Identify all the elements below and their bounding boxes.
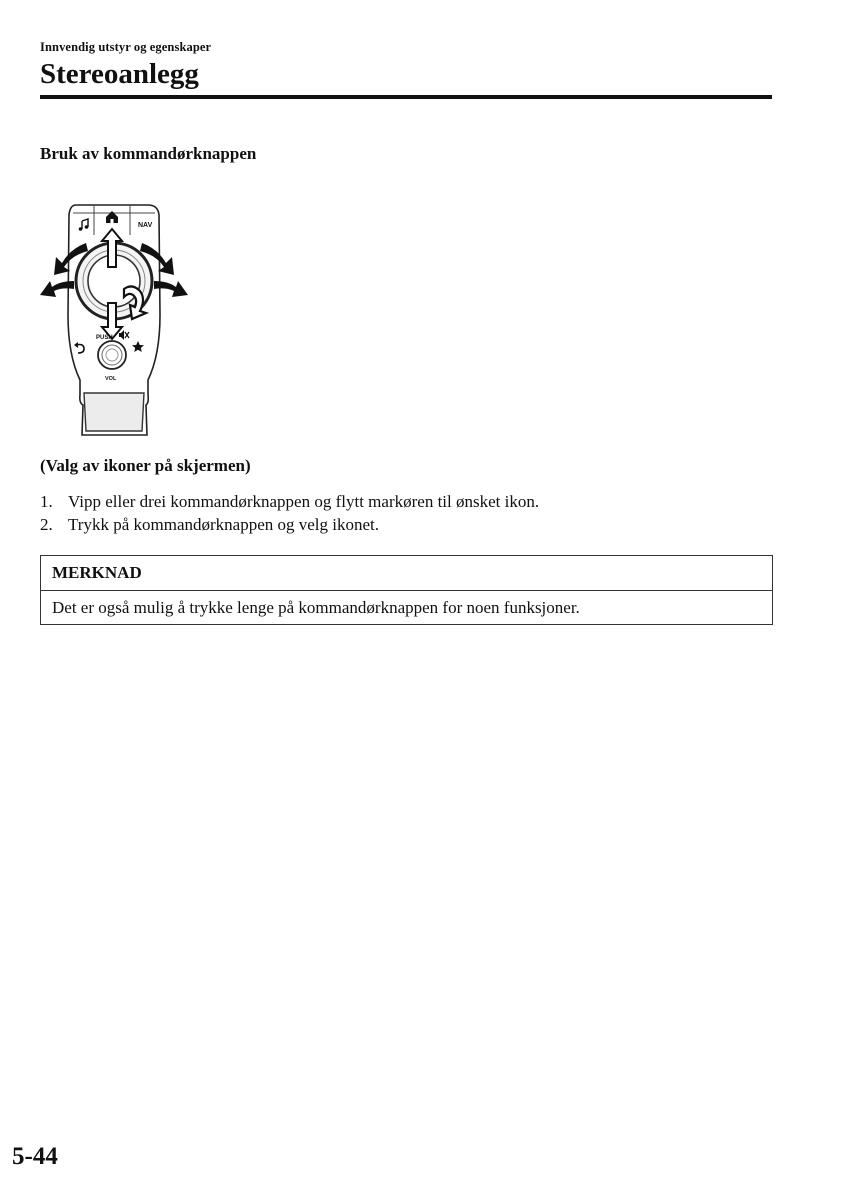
page-title: Stereoanlegg	[40, 58, 199, 90]
step-text: Vipp eller drei kommandørknappen og flytt markøren til ønsket ikon.	[68, 492, 540, 511]
note-box	[40, 555, 773, 625]
vol-label: VOL	[105, 376, 117, 382]
list-item	[40, 513, 539, 536]
palm-rest	[84, 393, 144, 431]
page-number: 5-44	[12, 1143, 58, 1170]
note-text: Det er også mulig å trykke lenge på kommandørknappen for noen funksjoner.	[52, 598, 580, 617]
title-rule	[40, 95, 772, 99]
step-text: Trykk på kommandørknappen og velg ikonet.	[68, 515, 379, 534]
steps-list	[40, 490, 539, 536]
section-kicker: Innvendig utstyr og egenskaper	[40, 40, 212, 54]
note-heading: MERKNAD	[41, 556, 772, 591]
commander-knob-figure	[32, 195, 192, 445]
figure-caption: (Valg av ikoner på skjermen)	[40, 456, 251, 475]
sub-heading: Bruk av kommandørknappen	[40, 144, 257, 163]
step-number: 2.	[40, 515, 53, 534]
step-number: 1.	[40, 492, 53, 511]
nav-label: NAV	[138, 222, 153, 229]
push-label: PUSH	[96, 335, 113, 341]
list-item	[40, 490, 539, 513]
